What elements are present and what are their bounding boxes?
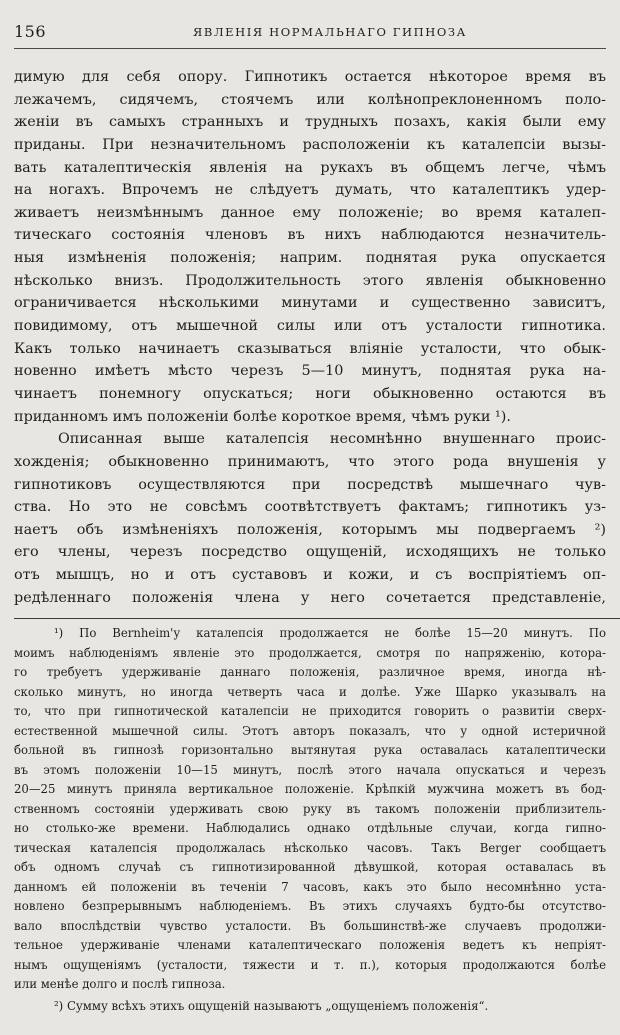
text-line: лежачемъ, сидячемъ, стоячемъ или колѣнопреклоненномъ поло- xyxy=(14,91,606,108)
footnote-line: тическая каталепсія продолжалась нѣсколько часовъ. Такъ Berger сообщаетъ xyxy=(14,840,606,855)
text-line: нѣсколько внизъ. Продолжительность этого явленія обыкновенно xyxy=(14,272,606,289)
text-line: живаетъ неизмѣннымъ данное ему положеніе; во время каталеп- xyxy=(14,204,606,221)
footnote-separator xyxy=(14,618,620,619)
text-line: тическаго состоянія членовъ въ нихъ наблюдаются незначитель- xyxy=(14,227,606,244)
footnote-line: моимъ наблюденіямъ явленіе это продолжается, смотря по напряженію, котора- xyxy=(14,645,606,660)
text-line: ства. Но это не совсѣмъ соотвѣтствуетъ фактамъ; гипнотикъ уз- xyxy=(14,499,606,516)
main-text xyxy=(14,66,606,609)
footnote-line: больной въ гипнозѣ горизонтально вытянутая рука оставалась каталептически xyxy=(14,743,606,757)
footnote-line: го требуетъ удерживаніе даннаго положенія, различное время, иногда нѣ- xyxy=(14,665,606,679)
text-line: приданномъ имъ положеніи болѣе короткое время, чѣмъ руки ¹). xyxy=(14,408,511,425)
text-line: приданы. При незначительномъ расположеніи къ каталепсіи вызы- xyxy=(14,136,606,153)
text-line: Описанная выше каталепсія несомнѣнно внушеннаго проис- xyxy=(58,431,606,448)
text-line: хожденія; обыкновенно принимаютъ, что этого рода внушенія у xyxy=(14,453,606,470)
text-line: его члены, черезъ посредство ощущеній, исходящихъ не только xyxy=(14,544,606,561)
page-number: 156 xyxy=(14,22,47,41)
footnote-line: или менѣе долго и послѣ гипноза. xyxy=(14,977,226,991)
footnote-line: 20—25 минутъ приняла вертикальное положеніе. Крѣпкій мужчина можетъ въ бод- xyxy=(14,782,606,796)
running-head xyxy=(14,22,606,42)
footnote-2: ²) Сумму всѣхъ этихъ ощущеній называютъ „ощущеніемъ положенія“. xyxy=(54,998,489,1013)
footnotes xyxy=(14,624,606,1016)
text-line: на ногахъ. Впрочемъ не слѣдуетъ думать, что каталептикъ удер- xyxy=(14,182,606,199)
footnote-line: естественной мышечной силы. Этотъ авторъ показалъ, что у одной истеричной xyxy=(14,723,606,738)
text-line: повидимому, отъ мышечной силы или отъ усталости гипнотика. xyxy=(14,318,606,335)
footnote-line: нымъ ощущеніямъ (усталости, тяжести и т. п.), которыя продолжаются болѣе xyxy=(14,957,606,972)
text-line: димую для себя опору. Гипнотикъ остается нѣкоторое время въ xyxy=(14,69,606,85)
footnote-line: ¹) По Bernheim'у каталепсія продолжается не болѣе 15—20 минутъ. По xyxy=(54,626,606,640)
text-line: наетъ объ измѣненіяхъ положенія, которымъ мы подвергаемъ ²) xyxy=(14,521,606,538)
text-line: новенно имѣетъ мѣсто черезъ 5—10 минутъ, поднятая рука на- xyxy=(14,363,606,380)
text-line: отъ мышцъ, но и отъ суставовъ и кожи, и съ воспріятіемъ оп- xyxy=(14,567,606,584)
text-line: ограничивается нѣсколькими минутами и существенно зависитъ, xyxy=(14,295,606,312)
text-line: вать каталептическія явленія на рукахъ въ общемъ легче, чѣмъ xyxy=(14,159,606,176)
footnote-line: но столько-же времени. Наблюдались однако отдѣльные случаи, когда гипно- xyxy=(14,821,606,835)
footnote-line: тельное удерживаніе членами каталептическаго положенія ведетъ къ непріят- xyxy=(14,938,606,952)
header-rule xyxy=(14,48,606,49)
footnote-line: вало впослѣдствіи чувство усталости. Въ большинствѣ-же случаевъ продолжи- xyxy=(14,918,606,933)
text-line: редѣленнаго положенія члена у него сочетается представленіе, xyxy=(14,589,606,606)
footnote-line: сколько минутъ, но иногда четверть часа и долѣе. Уже Шарко указывалъ на xyxy=(14,684,606,699)
footnote-line: въ этомъ положеніи 10—15 минутъ, послѣ этого начала опускаться и черезъ xyxy=(14,762,606,777)
footnote-line: новлено безпрерывнымъ наблюденіемъ. Въ этихъ случаяхъ будто-бы отсутство- xyxy=(14,899,606,913)
text-line: ныя измѣненія положенія; наприм. поднятая рука опускается xyxy=(14,250,606,267)
footnote-line: ственномъ состояніи удерживать свою руку въ такомъ положеніи приблизитель- xyxy=(14,801,606,816)
text-line: гипнотиковъ осуществляются при посредствѣ мышечнаго чув- xyxy=(14,476,606,493)
footnote-line: данномъ ей положеніи въ теченіи 7 часовъ, какъ это было несомнѣнно уста- xyxy=(14,879,606,894)
footnote-line: то, что при гипнотической каталепсіи не приходится говорить о развитіи сверх- xyxy=(14,704,606,718)
text-line: Какъ только начинаетъ сказываться вліяніе усталости, что обык- xyxy=(14,340,606,357)
footnote-line: объ одномъ случаѣ съ гипнотизированной дѣвушкой, которая оставалась въ xyxy=(14,860,606,874)
text-line: женіи въ самыхъ странныхъ и трудныхъ позахъ, какія были ему xyxy=(14,114,606,131)
running-title: ЯВЛЕНІЯ НОРМАЛЬНАГО ГИПНОЗА xyxy=(193,25,467,39)
text-line: чинаетъ понемногу опускаться; ноги обыкновенно остаются въ xyxy=(14,385,606,402)
